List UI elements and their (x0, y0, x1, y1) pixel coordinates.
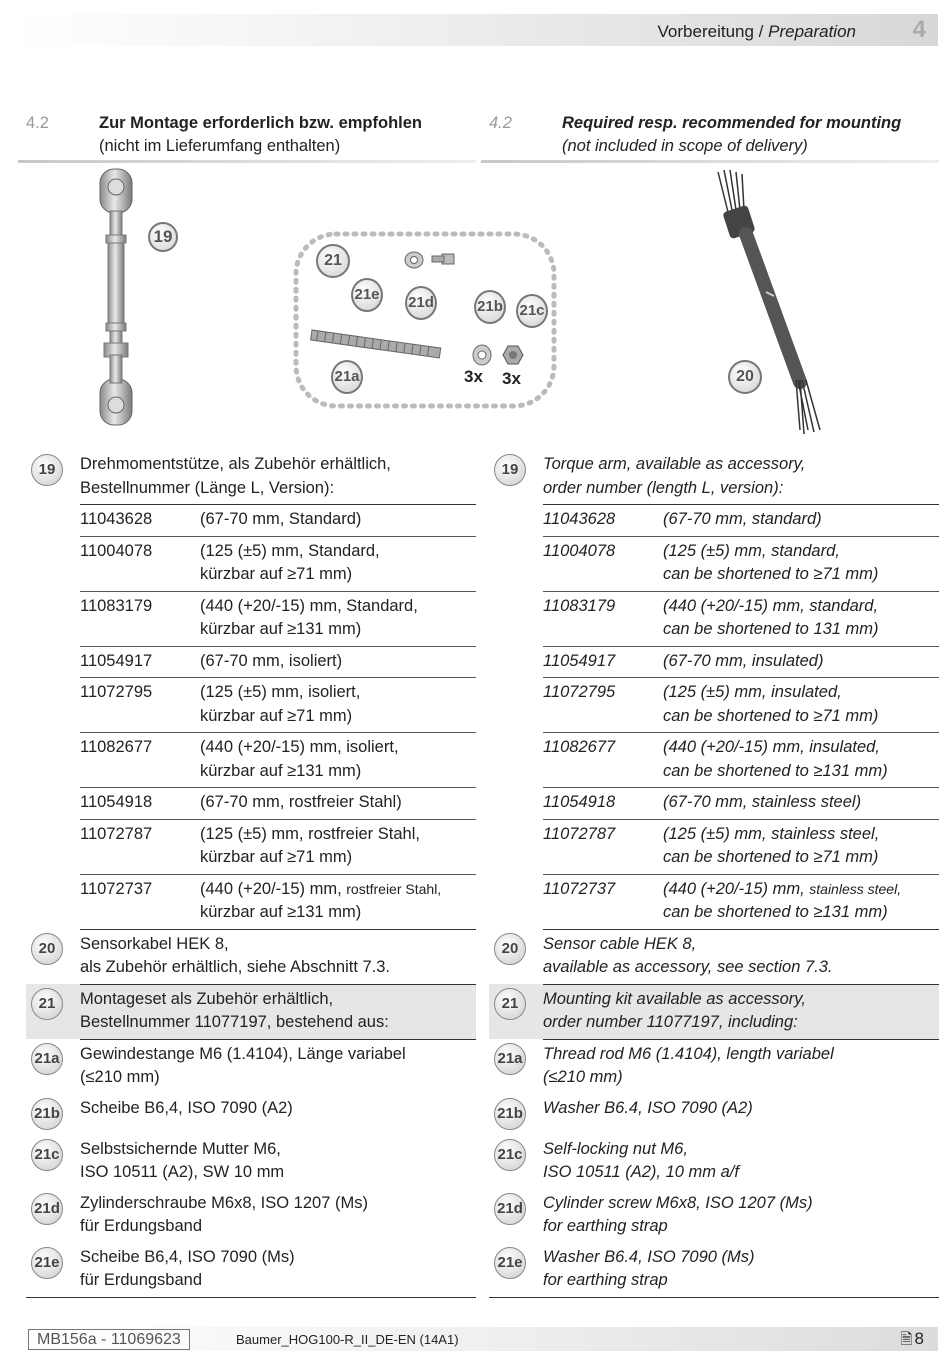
item-21e-text-1: Washer B6.4, ISO 7090 (Ms) (543, 1247, 755, 1266)
qty-21c: 3x (502, 369, 521, 388)
sensor-cable-illustration (700, 168, 850, 440)
callout-21e: 21e (351, 278, 383, 312)
item-21d-text-1: Zylinderschraube M6x8, ISO 1207 (Ms) (80, 1193, 368, 1212)
list-item-19 (26, 450, 476, 505)
item-19-text-2: order number (length L, version): (543, 478, 784, 497)
order-row (489, 591, 939, 646)
order-code: 11054918 (543, 793, 616, 811)
section-number: 4.2 (26, 114, 49, 132)
item-21e-text-1: Scheibe B6,4, ISO 7090 (Ms) (80, 1247, 295, 1266)
list-item-21b (26, 1094, 476, 1135)
order-desc: (440 (+20/-15) mm, (200, 879, 347, 898)
header-title-sep: / (753, 22, 769, 41)
badge-21a: 21a (31, 1043, 63, 1075)
item-21d-text-2: für Erdungsband (80, 1217, 203, 1235)
order-desc-2: can be shortened to ≥71 mm) (663, 565, 879, 583)
order-desc: (125 (±5) mm, isoliert, (200, 683, 361, 701)
list-item-19 (489, 450, 939, 505)
page-header (14, 14, 938, 46)
callout-19: 19 (148, 222, 178, 252)
item-20-text-1: Sensorkabel HEK 8, (80, 934, 229, 953)
list-item-21a (26, 1039, 476, 1094)
order-code: 11054917 (543, 651, 616, 670)
badge-21: 21 (31, 988, 63, 1020)
item-21a-text-1: Gewindestange M6 (1.4104), Länge variabel (80, 1044, 406, 1063)
callout-21: 21 (316, 244, 350, 278)
order-row (489, 678, 939, 733)
order-code: 11072795 (543, 683, 616, 701)
order-desc: (440 (+20/-15) mm, isoliert, (200, 738, 399, 756)
list-item-20 (489, 929, 939, 984)
order-desc: (125 (±5) mm, insulated, (663, 683, 842, 701)
item-21b-text-1: Scheibe B6,4, ISO 7090 (A2) (80, 1098, 293, 1117)
order-desc: (125 (±5) mm, stainless steel, (663, 824, 880, 843)
order-row (26, 788, 476, 820)
item-19-text-1: Drehmomentstütze, als Zubehör erhältlich, (80, 455, 391, 473)
badge-21a: 21a (494, 1043, 526, 1075)
item-21a-text-2: (≤210 mm) (80, 1068, 160, 1086)
order-desc: (67-70 mm, standard) (663, 510, 822, 528)
order-code: 11082677 (543, 738, 616, 756)
order-code: 11082677 (80, 738, 153, 756)
order-row (26, 678, 476, 733)
order-row (26, 733, 476, 788)
item-21c-text-1: Self-locking nut M6, (543, 1139, 688, 1158)
item-21e-text-2: for earthing strap (543, 1271, 668, 1289)
order-desc: (67-70 mm, insulated) (663, 651, 824, 670)
list-item-21 (489, 984, 939, 1039)
item-21d-text-1: Cylinder screw M6x8, ISO 1207 (Ms) (543, 1193, 813, 1212)
callout-21a: 21a (331, 360, 363, 394)
item-21d-text-2: for earthing strap (543, 1217, 668, 1235)
document-name: Baumer_HOG100-R_II_DE-EN (14A1) (236, 1332, 459, 1347)
section-subtitle-en: (not included in scope of delivery) (562, 137, 808, 155)
item-20-text-2: available as accessory, see section 7.3. (543, 958, 833, 976)
section-subtitle-de: (nicht im Lieferumfang enthalten) (99, 137, 341, 155)
badge-21b: 21b (494, 1098, 526, 1130)
callout-20: 20 (728, 360, 762, 394)
order-desc: (67-70 mm, Standard) (200, 510, 362, 528)
list-item-21d (489, 1189, 939, 1243)
item-20-text-2: als Zubehör erhältlich, siehe Abschnitt 7.3. (80, 958, 391, 976)
order-code: 11072795 (80, 683, 153, 701)
order-desc: (440 (+20/-15) mm, Standard, (200, 596, 418, 615)
order-desc-2: kürzbar auf ≥131 mm) (200, 620, 362, 638)
badge-21c: 21c (494, 1139, 526, 1171)
torque-arm-illustration (88, 165, 148, 433)
badge-21: 21 (494, 988, 526, 1020)
header-title-de: Vorbereitung (657, 22, 754, 41)
item-21c-text-2: ISO 10511 (A2), 10 mm a/f (543, 1163, 739, 1181)
badge-21e: 21e (31, 1247, 63, 1279)
list-item-21d (26, 1189, 476, 1243)
order-desc-2: kürzbar auf ≥131 mm) (200, 903, 362, 921)
order-row (489, 646, 939, 678)
document-id: MB156a - 11069623 (28, 1329, 190, 1350)
list-item-21 (26, 984, 476, 1039)
list-item-21e (489, 1243, 939, 1298)
item-21a-text-1: Thread rod M6 (1.4104), length variabel (543, 1044, 834, 1063)
item-19-text-1: Torque arm, available as accessory, (543, 455, 806, 473)
parts-list-de (26, 450, 476, 1298)
item-21c-text-1: Selbstsichernde Mutter M6, (80, 1139, 281, 1158)
badge-19: 19 (31, 454, 63, 486)
order-code: 11043628 (80, 510, 153, 528)
badge-20: 20 (31, 933, 63, 965)
qty-21b: 3x (464, 367, 483, 386)
order-code: 11054918 (80, 793, 153, 811)
section-divider-en (481, 160, 939, 163)
order-row (26, 591, 476, 646)
order-code: 11072737 (80, 879, 153, 898)
order-desc: (67-70 mm, rostfreier Stahl) (200, 793, 402, 811)
list-item-21c (489, 1135, 939, 1189)
order-code: 11004078 (80, 541, 153, 560)
order-code: 11072787 (80, 824, 153, 843)
order-desc-2: kürzbar auf ≥131 mm) (200, 761, 362, 780)
item-21-text-2: Bestellnummer 11077197, bestehend aus: (80, 1013, 389, 1031)
order-desc: (440 (+20/-15) mm, insulated, (663, 738, 880, 756)
list-item-21e (26, 1243, 476, 1298)
order-row (26, 536, 476, 591)
item-19-text-2: Bestellnummer (Länge L, Version): (80, 478, 335, 497)
order-row (489, 505, 939, 537)
list-item-21a (489, 1039, 939, 1094)
order-code: 11043628 (543, 510, 616, 528)
badge-21b: 21b (31, 1098, 63, 1130)
section-title-en: Required resp. recommended for mounting (562, 114, 902, 132)
parts-list-en (489, 450, 939, 1298)
order-desc-2: can be shortened to ≥131 mm) (663, 903, 888, 921)
order-desc: (67-70 mm, isoliert) (200, 651, 343, 670)
callout-21b: 21b (474, 290, 506, 324)
order-row (489, 819, 939, 874)
order-desc-2: kürzbar auf ≥71 mm) (200, 706, 353, 725)
order-row (26, 505, 476, 537)
item-21a-text-2: (≤210 mm) (543, 1068, 623, 1086)
order-code: 11072787 (543, 824, 616, 843)
section-divider-de (18, 160, 476, 163)
item-21c-text-2: ISO 10511 (A2), SW 10 mm (80, 1163, 285, 1181)
order-desc: (67-70 mm, stainless steel) (663, 793, 862, 811)
order-row (489, 536, 939, 591)
badge-21e: 21e (494, 1247, 526, 1279)
item-21e-text-2: für Erdungsband (80, 1271, 203, 1289)
order-desc-2: can be shortened to ≥71 mm) (663, 848, 879, 866)
order-row (26, 819, 476, 874)
page-number (900, 1329, 924, 1354)
badge-21c: 21c (31, 1139, 63, 1171)
page-icon: 🗎 (900, 1331, 913, 1348)
callout-21c: 21c (516, 294, 548, 328)
order-desc-2: kürzbar auf ≥71 mm) (200, 565, 353, 583)
order-code: 11072737 (543, 879, 616, 898)
page-footer (14, 1327, 938, 1351)
order-code: 11004078 (543, 541, 616, 560)
section-title-de: Zur Montage erforderlich bzw. empfohlen (99, 114, 422, 132)
item-21-text-2: order number 11077197, including: (543, 1013, 798, 1031)
order-desc: (125 (±5) mm, rostfreier Stahl, (200, 824, 420, 843)
order-desc: (125 (±5) mm, standard, (663, 541, 840, 560)
order-desc-2: can be shortened to ≥71 mm) (663, 706, 879, 725)
list-item-20 (26, 929, 476, 984)
header-title-en: Preparation (768, 22, 856, 41)
list-item-21c (26, 1135, 476, 1189)
order-desc: (440 (+20/-15) mm, standard, (663, 596, 879, 615)
item-21b-text-1: Washer B6.4, ISO 7090 (A2) (543, 1098, 753, 1117)
order-row (489, 874, 939, 929)
badge-21d: 21d (31, 1193, 63, 1225)
badge-19: 19 (494, 454, 526, 486)
item-20-text-1: Sensor cable HEK 8, (543, 934, 697, 953)
order-code: 11054917 (80, 651, 153, 670)
order-desc-small: stainless steel, (809, 880, 902, 897)
badge-20: 20 (494, 933, 526, 965)
order-desc: (440 (+20/-15) mm, (663, 879, 810, 898)
order-row (26, 646, 476, 678)
callout-21d: 21d (405, 286, 437, 320)
order-row (26, 874, 476, 929)
order-desc: (125 (±5) mm, Standard, (200, 541, 380, 560)
page-number-value: 8 (914, 1329, 924, 1348)
item-21-text-1: Mounting kit available as accessory, (543, 989, 806, 1008)
order-desc-small: rostfreier Stahl, (346, 880, 442, 897)
header-title (658, 22, 856, 42)
order-code: 11083179 (543, 596, 616, 615)
order-row (489, 788, 939, 820)
order-desc-2: can be shortened to 131 mm) (663, 620, 879, 638)
chapter-number: 4 (912, 16, 926, 43)
order-desc-2: can be shortened to ≥131 mm) (663, 761, 888, 780)
item-21-text-1: Montageset als Zubehör erhältlich, (80, 989, 334, 1008)
order-row (489, 733, 939, 788)
badge-21d: 21d (494, 1193, 526, 1225)
order-desc-2: kürzbar auf ≥71 mm) (200, 848, 353, 866)
order-code: 11083179 (80, 596, 153, 615)
list-item-21b (489, 1094, 939, 1135)
section-number-en: 4.2 (489, 114, 512, 132)
